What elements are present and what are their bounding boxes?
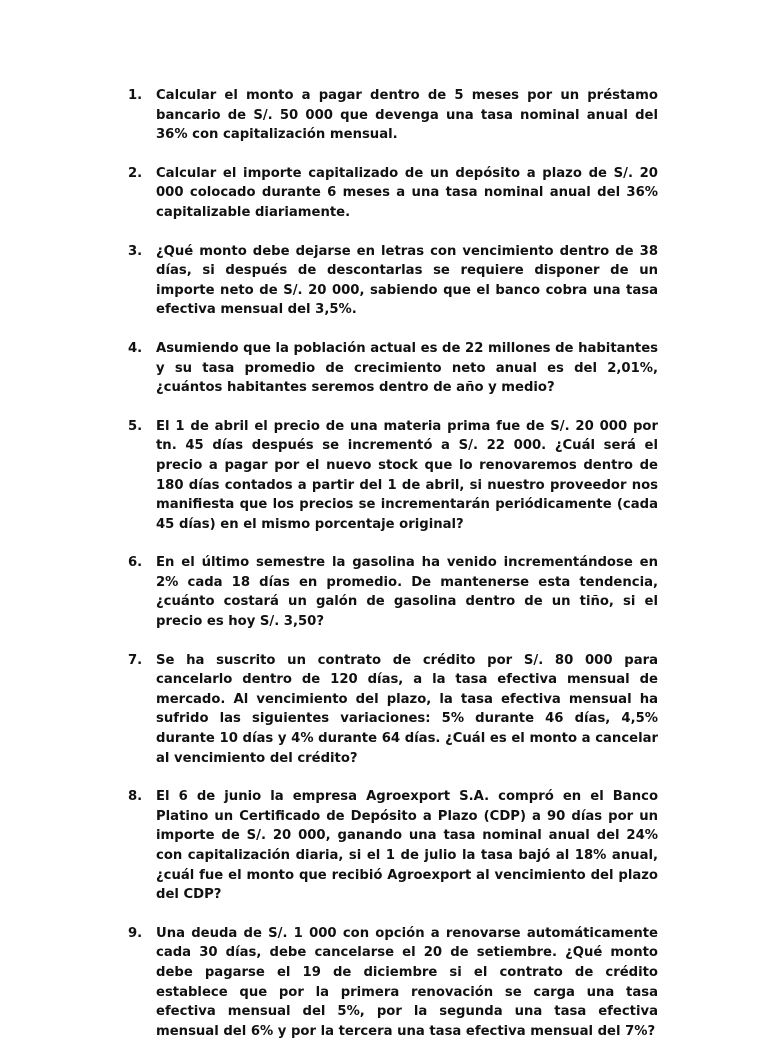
problem-text: El 6 de junio la empresa Agroexport S.A. compró en el Banco Platino un Certificado de Depósito a Plazo (CDP) a 90 días por un importe de S/. 20 000, ganando una tasa nominal anual del 24% con capitalización diaria, si el 1 de julio la tasa bajó al 18% anual, ¿cuál fue el monto que recibió Agroexport al vencimiento del plazo del CDP? [156, 789, 658, 903]
problem-text: ¿Qué monto debe dejarse en letras con vencimiento dentro de 38 días, si después de descontarlas se requiere disponer de un importe neto de S/. 20 000, sabiendo que el banco cobra una tasa efectiva mensual del 3,5%. [156, 243, 658, 318]
problem-number: 8. [128, 789, 143, 805]
problem-item-7 [128, 651, 658, 769]
problem-item-2 [128, 164, 658, 223]
problem-item-5 [128, 417, 658, 535]
problem-text: En el último semestre la gasolina ha venido incrementándose en 2% cada 18 días en promedio. De mantenerse esta tendencia, ¿cuánto costará un galón de gasolina dentro de un tiño, si el precio es hoy S/. 3,50? [156, 555, 658, 630]
problem-text: El 1 de abril el precio de una materia prima fue de S/. 20 000 por tn. 45 días después se incrementó a S/. 22 000. ¿Cuál será el precio a pagar por el nuevo stock que lo renovaremos dentro de 180 días contados a partir del 1 de abril, si nuestro proveedor nos manifiesta que los precios se incrementarán periódicamente (cada 45 días) en el mismo porcentaje original? [156, 418, 658, 532]
problem-item-8 [128, 787, 658, 905]
problem-number: 2. [128, 165, 143, 181]
problem-number: 4. [128, 340, 143, 356]
problem-item-1 [128, 86, 658, 145]
problem-number: 1. [128, 88, 143, 103]
problem-number: 5. [128, 418, 143, 434]
problem-item-3 [128, 242, 658, 320]
problem-item-4 [128, 339, 658, 398]
problem-list [128, 86, 658, 1060]
problem-number: 9. [128, 925, 143, 941]
problem-item-6 [128, 553, 658, 631]
problem-text: Una deuda de S/. 1 000 con opción a renovarse automáticamente cada 30 días, debe cancelarse el 20 de setiembre. ¿Qué monto debe pagarse el 19 de diciembre si el contrato de crédito establece que por la primera renovación se carga una tasa efectiva mensual del 5%, por la segunda una tasa efectiva mensual del 6% y por la tercera una tasa efectiva mensual del 7%? [156, 925, 658, 1039]
problem-number: 7. [128, 652, 143, 668]
problem-text: Calcular el monto a pagar dentro de 5 meses por un préstamo bancario de S/. 50 000 que devenga una tasa nominal anual del 36% con capitalización mensual. [156, 88, 658, 143]
problem-number: 6. [128, 555, 143, 571]
problem-text: Asumiendo que la población actual es de 22 millones de habitantes y su tasa promedio de crecimiento neto anual es del 2,01%, ¿cuántos habitantes seremos dentro de año y medio? [156, 340, 659, 396]
problem-text: Se ha suscrito un contrato de crédito por S/. 80 000 para cancelarlo dentro de 120 días, a la tasa efectiva mensual de mercado. Al vencimiento del plazo, la tasa efectiva mensual ha sufrido las siguientes variaciones: 5% durante 46 días, 4,5% durante 10 días y 4% durante 64 días. ¿Cuál es el monto a cancelar al vencimiento del crédito? [156, 652, 658, 766]
problem-text: Calcular el importe capitalizado de un depósito a plazo de S/. 20 000 colocado durante 6 meses a una tasa nominal anual del 36% capitalizable diariamente. [156, 165, 658, 220]
problem-number: 3. [128, 243, 143, 259]
